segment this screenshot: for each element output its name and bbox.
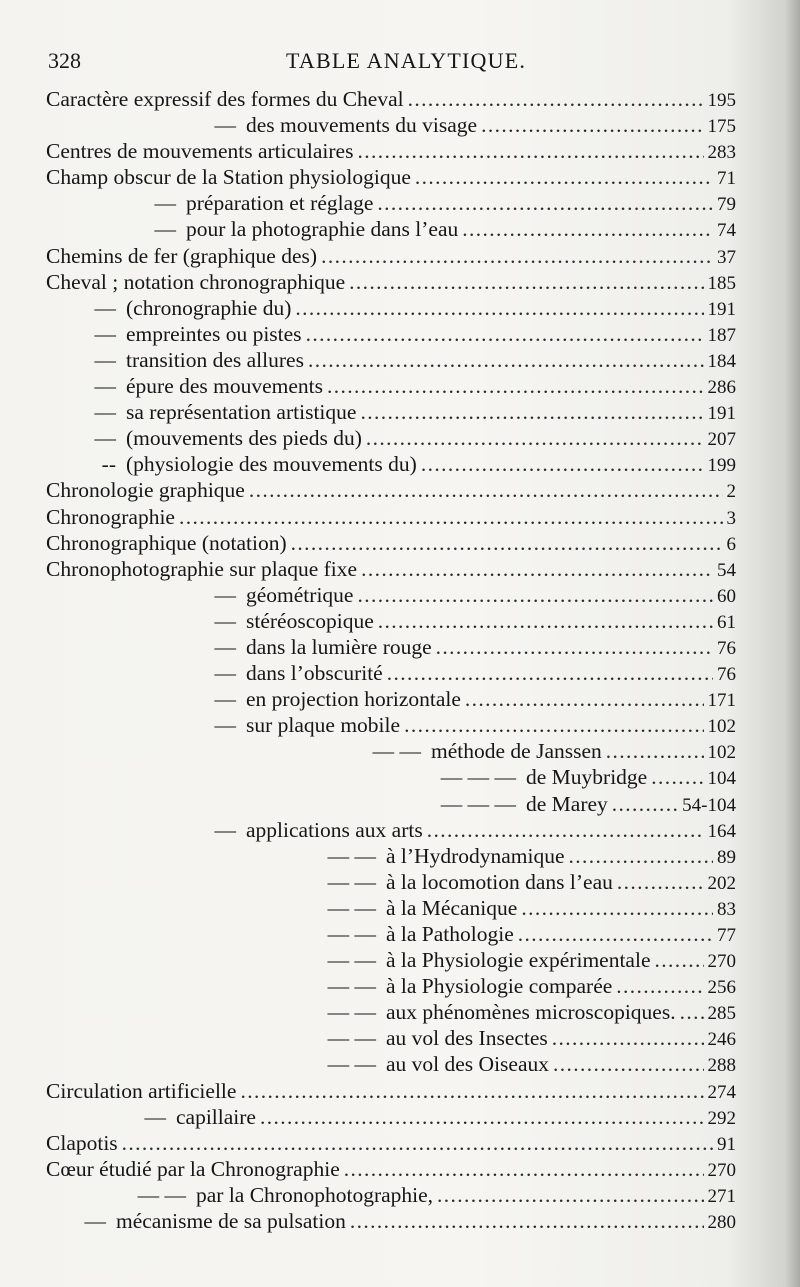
- entry-page-number: 54-104: [682, 794, 736, 816]
- index-entry: [46, 1078, 736, 1104]
- entry-label: à l’Hydrodynamique: [386, 843, 565, 868]
- entry-label: par la Chronophotographie,: [196, 1182, 434, 1207]
- entry-label: Chemins de fer (graphique des): [46, 243, 318, 268]
- entry-label: en projection horizontale: [246, 687, 461, 712]
- index-entry: [46, 791, 736, 817]
- dot-leader: [415, 164, 713, 190]
- dot-leader: [357, 582, 713, 608]
- entry-label: Cœur étudié par la Chronographie: [46, 1156, 340, 1181]
- entry-label: Clapotis: [46, 1130, 118, 1155]
- index-entry: [46, 1051, 736, 1077]
- entry-page-number: 199: [707, 455, 736, 477]
- entry-page-number: 83: [717, 898, 736, 920]
- ditto-dashes: —: [214, 634, 236, 659]
- dot-leader: [437, 1182, 703, 1208]
- dot-leader: [655, 947, 704, 973]
- entry-page-number: 6: [726, 533, 736, 555]
- ditto-dashes: —: [154, 217, 176, 242]
- dot-leader: [606, 738, 704, 764]
- dot-leader: [569, 843, 713, 869]
- entry-label: des mouvements du visage: [246, 113, 478, 138]
- index-entry: [46, 634, 736, 660]
- index-entry: [46, 504, 736, 530]
- entry-page-number: 288: [707, 1055, 736, 1077]
- ditto-dashes: —: [94, 321, 116, 346]
- page-edge-shadow: [786, 0, 800, 1287]
- index-entry: [46, 86, 736, 112]
- index-entry: [46, 895, 736, 921]
- index-entry: [46, 216, 736, 242]
- index-entry: [46, 712, 736, 738]
- dot-leader: [421, 451, 704, 477]
- entry-page-number: 54: [717, 559, 736, 581]
- entry-page-number: 246: [707, 1029, 736, 1051]
- dot-leader: [122, 1130, 713, 1156]
- entry-page-number: 187: [707, 324, 736, 346]
- ditto-dashes: —: [214, 608, 236, 633]
- ditto-dashes: —: [214, 817, 236, 842]
- entry-page-number: 60: [717, 585, 736, 607]
- entry-page-number: 171: [707, 690, 736, 712]
- entry-label: Chronologie graphique: [46, 478, 245, 503]
- entry-label: Cheval ; notation chronographique: [46, 269, 346, 294]
- entry-page-number: 280: [707, 1212, 736, 1234]
- dot-leader: [521, 895, 713, 921]
- dot-leader: [378, 608, 713, 634]
- dot-leader: [617, 869, 704, 895]
- entry-label: applications aux arts: [246, 817, 423, 842]
- entry-page-number: 102: [707, 742, 736, 764]
- index-entry: [46, 138, 736, 164]
- entry-label: Chronophotographie sur plaque fixe: [46, 556, 358, 581]
- entry-page-number: 270: [707, 1159, 736, 1181]
- entry-page-number: 256: [707, 977, 736, 999]
- index-entry: [46, 556, 736, 582]
- dot-leader: [357, 138, 703, 164]
- index-entry: [46, 973, 736, 999]
- ditto-dashes: —: [94, 400, 116, 425]
- ditto-dashes: —: [214, 713, 236, 738]
- entry-label: sa représentation artistique: [126, 400, 357, 425]
- dot-leader: [249, 477, 723, 503]
- dot-leader: [552, 1025, 704, 1051]
- entry-page-number: 191: [707, 298, 736, 320]
- ditto-dashes: — — —: [440, 765, 516, 790]
- entry-page-number: 175: [707, 116, 736, 138]
- page-header: [46, 44, 736, 78]
- entry-label: de Marey: [526, 791, 608, 816]
- entry-page-number: 283: [707, 142, 736, 164]
- ditto-dashes: — —: [327, 1052, 376, 1077]
- ditto-dashes: —: [214, 582, 236, 607]
- ditto-dashes: —: [214, 113, 236, 138]
- entry-page-number: 207: [707, 429, 736, 451]
- entry-page-number: 3: [726, 507, 736, 529]
- entry-label: sur plaque mobile: [246, 713, 401, 738]
- index-entry: [46, 947, 736, 973]
- index-entry: [46, 373, 736, 399]
- ditto-dashes: — —: [327, 895, 376, 920]
- index-entry: [46, 921, 736, 947]
- dot-leader: [306, 321, 704, 347]
- entry-label: empreintes ou pistes: [126, 321, 302, 346]
- entry-label: pour la photographie dans l’eau: [186, 217, 459, 242]
- dot-leader: [680, 999, 704, 1025]
- entry-page-number: 164: [707, 820, 736, 842]
- entry-page-number: 37: [717, 246, 736, 268]
- entry-page-number: 89: [717, 846, 736, 868]
- ditto-dashes: — —: [327, 948, 376, 973]
- index-entry: [46, 295, 736, 321]
- entry-page-number: 61: [717, 611, 736, 633]
- entry-label: à la Mécanique: [386, 895, 518, 920]
- index-entry: [46, 582, 736, 608]
- entry-label: à la Physiologie expérimentale: [386, 948, 651, 973]
- entry-page-number: 195: [707, 90, 736, 111]
- ditto-dashes: --: [101, 452, 116, 477]
- entry-page-number: 76: [717, 664, 736, 686]
- entry-page-number: 91: [717, 1133, 736, 1155]
- index-entry: [46, 243, 736, 269]
- entry-page-number: 274: [707, 1081, 736, 1103]
- entry-page-number: 270: [707, 951, 736, 973]
- ditto-dashes: —: [94, 374, 116, 399]
- dot-leader: [349, 269, 703, 295]
- dot-leader: [361, 556, 713, 582]
- dot-leader: [295, 295, 703, 321]
- entry-label: aux phénomènes microscopiques.: [386, 1000, 676, 1025]
- dot-leader: [553, 1051, 703, 1077]
- index-entry: [46, 999, 736, 1025]
- index-entry: [46, 764, 736, 790]
- entry-label: (mouvements des pieds du): [126, 426, 362, 451]
- dot-leader: [651, 764, 703, 790]
- dot-leader: [350, 1208, 704, 1234]
- dot-leader: [179, 504, 723, 530]
- entry-label: préparation et réglage: [186, 191, 374, 216]
- entry-label: Champ obscur de la Station physiologique: [46, 165, 411, 190]
- index-entry: [46, 817, 736, 843]
- dot-leader: [436, 634, 713, 660]
- index-entry: [46, 112, 736, 138]
- index-entries: [46, 86, 736, 1234]
- entry-page-number: 184: [707, 350, 736, 372]
- entry-page-number: 2: [726, 481, 736, 503]
- entry-label: transition des allures: [126, 347, 304, 372]
- dot-leader: [612, 791, 678, 817]
- entry-label: géométrique: [246, 582, 354, 607]
- index-entry: [46, 1025, 736, 1051]
- dot-leader: [465, 686, 704, 712]
- entry-label: dans la lumière rouge: [246, 634, 432, 659]
- ditto-dashes: — —: [327, 1026, 376, 1051]
- dot-leader: [360, 399, 703, 425]
- entry-label: épure des mouvements: [126, 374, 324, 399]
- index-entry: [46, 425, 736, 451]
- index-entry: [46, 269, 736, 295]
- entry-label: de Muybridge: [526, 765, 648, 790]
- entry-label: (physiologie des mouvements du): [126, 452, 417, 477]
- index-entry: [46, 190, 736, 216]
- index-entry: [46, 1182, 736, 1208]
- entry-page-number: 185: [707, 272, 736, 294]
- dot-leader: [308, 347, 704, 373]
- index-entry: [46, 1208, 736, 1234]
- index-entry: [46, 477, 736, 503]
- ditto-dashes: —: [214, 687, 236, 712]
- ditto-dashes: — —: [327, 922, 376, 946]
- ditto-dashes: —: [94, 347, 116, 372]
- entry-label: mécanisme de sa pulsation: [116, 1209, 346, 1234]
- entry-label: stéréoscopique: [246, 608, 374, 633]
- entry-page-number: 202: [707, 872, 736, 894]
- entry-page-number: 104: [707, 768, 736, 790]
- index-entry: [46, 608, 736, 634]
- entry-label: Chronographie: [46, 504, 175, 529]
- ditto-dashes: —: [94, 295, 116, 320]
- index-entry: [46, 686, 736, 712]
- entry-label: à la locomotion dans l’eau: [386, 869, 613, 894]
- entry-label: Chronographique (notation): [46, 530, 287, 555]
- entry-label: au vol des Oiseaux: [386, 1052, 550, 1077]
- entry-label: à la Physiologie comparée: [386, 974, 613, 999]
- entry-label: à la Pathologie: [386, 922, 514, 946]
- dot-leader: [616, 973, 703, 999]
- dot-leader: [366, 425, 704, 451]
- running-title: TABLE ANALYTIQUE.: [286, 48, 527, 73]
- dot-leader: [327, 373, 703, 399]
- index-entry: [46, 164, 736, 190]
- dot-leader: [260, 1104, 704, 1130]
- dot-leader: [240, 1078, 703, 1104]
- entry-label: capillaire: [176, 1104, 256, 1129]
- entry-page-number: 79: [717, 194, 736, 216]
- index-entry: [46, 451, 736, 477]
- index-entry: [46, 530, 736, 556]
- dot-leader: [344, 1156, 704, 1182]
- entry-page-number: 76: [717, 637, 736, 659]
- entry-page-number: 191: [707, 403, 736, 425]
- entry-label: (chronographie du): [126, 295, 292, 320]
- page-number: 328: [48, 48, 81, 73]
- index-entry: [46, 843, 736, 869]
- ditto-dashes: — —: [372, 739, 421, 764]
- ditto-dashes: —: [214, 661, 236, 686]
- entry-page-number: 74: [717, 220, 736, 242]
- ditto-dashes: —: [84, 1209, 106, 1234]
- entry-label: au vol des Insectes: [386, 1026, 548, 1051]
- entry-page-number: 77: [717, 925, 736, 946]
- entry-label: Caractère expressif des formes du Cheval: [46, 87, 404, 111]
- ditto-dashes: — —: [327, 843, 376, 868]
- dot-leader: [408, 86, 704, 112]
- ditto-dashes: — —: [327, 869, 376, 894]
- entry-label: dans l’obscurité: [246, 661, 383, 686]
- dot-leader: [387, 660, 713, 686]
- ditto-dashes: — —: [327, 1000, 376, 1025]
- index-entry: [46, 399, 736, 425]
- ditto-dashes: — — —: [440, 791, 516, 816]
- dot-leader: [518, 921, 713, 947]
- index-entry: [46, 1156, 736, 1182]
- index-entry: [46, 869, 736, 895]
- dot-leader: [321, 243, 713, 269]
- ditto-dashes: — —: [327, 974, 376, 999]
- entry-page-number: 285: [707, 1003, 736, 1025]
- index-entry: [46, 1104, 736, 1130]
- dot-leader: [481, 112, 703, 138]
- ditto-dashes: —: [154, 191, 176, 216]
- dot-leader: [427, 817, 704, 843]
- entry-page-number: 271: [707, 1185, 736, 1207]
- dot-leader: [291, 530, 723, 556]
- index-entry: [46, 347, 736, 373]
- dot-leader: [377, 190, 713, 216]
- ditto-dashes: —: [94, 426, 116, 451]
- ditto-dashes: —: [144, 1104, 166, 1129]
- index-entry: [46, 660, 736, 686]
- ditto-dashes: — —: [137, 1182, 186, 1207]
- dot-leader: [404, 712, 703, 738]
- index-entry: [46, 738, 736, 764]
- index-entry: [46, 321, 736, 347]
- entry-label: Centres de mouvements articulaires: [46, 139, 354, 164]
- entry-page-number: 292: [707, 1107, 736, 1129]
- dot-leader: [462, 216, 713, 242]
- entry-label: Circulation artificielle: [46, 1078, 237, 1103]
- index-entry: [46, 1130, 736, 1156]
- entry-page-number: 102: [707, 716, 736, 738]
- entry-label: méthode de Janssen: [431, 739, 602, 764]
- entry-page-number: 286: [707, 377, 736, 399]
- entry-page-number: 71: [717, 168, 736, 190]
